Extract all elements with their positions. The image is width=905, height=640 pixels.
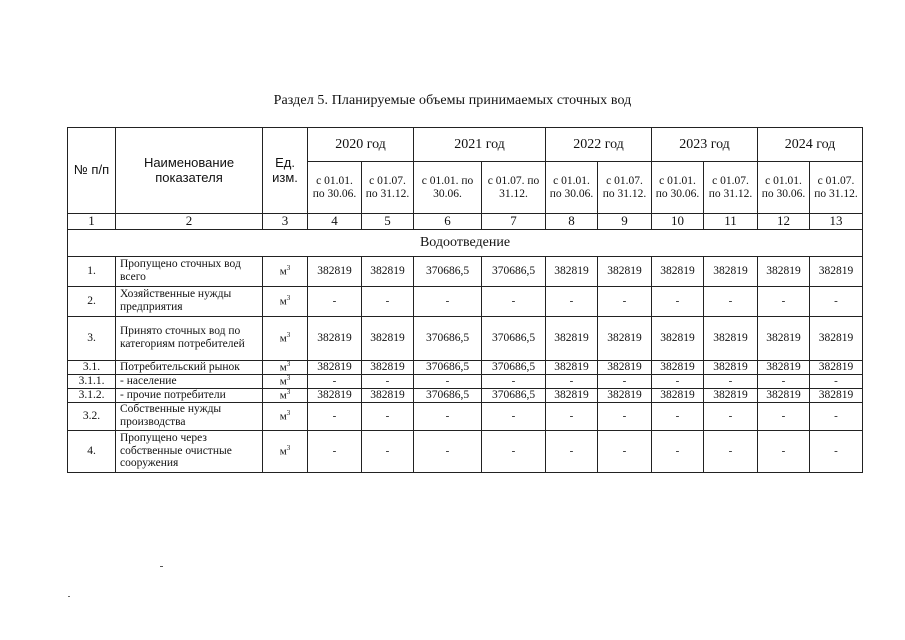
column-number: 1 — [68, 214, 116, 230]
value-cell: - — [810, 286, 863, 316]
value-cell: 382819 — [652, 388, 704, 402]
value-cell: - — [704, 402, 758, 430]
value-cell: - — [482, 374, 546, 388]
value-cell: - — [810, 430, 863, 472]
value-cell: - — [810, 402, 863, 430]
unit-cell — [263, 286, 308, 316]
row-number: 3.1. — [68, 360, 116, 374]
value-cell: - — [414, 402, 482, 430]
indicator-name: Хозяйственные нужды предприятия — [116, 286, 263, 316]
unit-base: м — [279, 375, 287, 388]
scan-artifact — [160, 566, 163, 567]
value-cell: - — [652, 374, 704, 388]
value-cell: - — [546, 374, 598, 388]
table-row — [68, 388, 863, 402]
column-number: 4 — [308, 214, 362, 230]
unit-base: м — [279, 361, 287, 374]
value-cell: 382819 — [810, 316, 863, 360]
value-cell: 370686,5 — [414, 360, 482, 374]
value-cell: - — [482, 402, 546, 430]
value-cell: 382819 — [758, 256, 810, 286]
value-cell: 382819 — [546, 388, 598, 402]
value-cell: - — [308, 402, 362, 430]
value-cell: - — [652, 430, 704, 472]
value-cell: - — [362, 286, 414, 316]
value-cell: 382819 — [362, 256, 414, 286]
column-number: 5 — [362, 214, 414, 230]
table-row — [68, 360, 863, 374]
column-number-row — [68, 214, 863, 230]
indicator-name: Пропущено сточных вод всего — [116, 256, 263, 286]
value-cell: - — [704, 286, 758, 316]
value-cell: - — [598, 286, 652, 316]
value-cell: - — [598, 430, 652, 472]
column-number: 10 — [652, 214, 704, 230]
unit-cell — [263, 316, 308, 360]
column-number: 8 — [546, 214, 598, 230]
value-cell: 382819 — [652, 360, 704, 374]
value-cell: 382819 — [810, 256, 863, 286]
value-cell: - — [758, 430, 810, 472]
column-number: 11 — [704, 214, 758, 230]
row-number: 2. — [68, 286, 116, 316]
value-cell: - — [546, 402, 598, 430]
value-cell: - — [414, 374, 482, 388]
col-header-name: Наименование показателя — [116, 128, 263, 214]
unit-cell — [263, 388, 308, 402]
unit-base: м — [279, 265, 287, 278]
header-row-years — [68, 128, 863, 162]
table-row — [68, 256, 863, 286]
unit-superscript: 3 — [286, 263, 291, 272]
wastewater-volumes-table — [67, 127, 863, 473]
value-cell: - — [362, 374, 414, 388]
value-cell: - — [810, 374, 863, 388]
value-cell: 382819 — [598, 256, 652, 286]
value-cell: - — [362, 430, 414, 472]
value-cell: - — [758, 402, 810, 430]
value-cell: 382819 — [308, 360, 362, 374]
column-number: 6 — [414, 214, 482, 230]
indicator-name: - прочие потребители — [116, 388, 263, 402]
value-cell: 382819 — [598, 316, 652, 360]
period-header: с 01.01. по 30.06. — [758, 162, 810, 214]
row-number: 4. — [68, 430, 116, 472]
value-cell: 382819 — [810, 360, 863, 374]
value-cell: 382819 — [546, 316, 598, 360]
value-cell: - — [598, 374, 652, 388]
col-header-unit: Ед. изм. — [263, 128, 308, 214]
value-cell: 382819 — [362, 388, 414, 402]
unit-cell — [263, 430, 308, 472]
value-cell: - — [704, 374, 758, 388]
row-number: 3.1.2. — [68, 388, 116, 402]
col-header-num: № п/п — [68, 128, 116, 214]
section-row — [68, 229, 863, 256]
unit-base: м — [279, 389, 287, 402]
value-cell: - — [758, 286, 810, 316]
unit-superscript: 3 — [286, 330, 291, 339]
year-header: 2023 год — [652, 128, 758, 162]
period-header: с 01.01. по 30.06. — [652, 162, 704, 214]
period-header: с 01.07. по 31.12. — [598, 162, 652, 214]
indicator-name: - население — [116, 374, 263, 388]
column-number: 12 — [758, 214, 810, 230]
document-title: Раздел 5. Планируемые объемы принимаемых сточных вод — [273, 93, 632, 108]
value-cell: - — [308, 286, 362, 316]
value-cell: 382819 — [362, 316, 414, 360]
period-header: с 01.07. по 31.12. — [704, 162, 758, 214]
unit-cell — [263, 402, 308, 430]
period-header: с 01.07. по 31.12. — [810, 162, 863, 214]
column-number: 7 — [482, 214, 546, 230]
year-header: 2024 год — [758, 128, 863, 162]
column-number: 13 — [810, 214, 863, 230]
indicator-name: Пропущено через собственные очистные сооружения — [116, 430, 263, 472]
unit-cell — [263, 256, 308, 286]
value-cell: 382819 — [308, 316, 362, 360]
period-header: с 01.07. по 31.12. — [362, 162, 414, 214]
value-cell: 370686,5 — [414, 256, 482, 286]
unit-superscript: 3 — [286, 360, 291, 368]
value-cell: - — [362, 402, 414, 430]
value-cell: 370686,5 — [482, 360, 546, 374]
table-row — [68, 374, 863, 388]
value-cell: - — [546, 286, 598, 316]
year-header: 2021 год — [414, 128, 546, 162]
value-cell: - — [414, 430, 482, 472]
unit-cell — [263, 374, 308, 388]
value-cell: 382819 — [308, 256, 362, 286]
value-cell: 382819 — [704, 388, 758, 402]
value-cell: 382819 — [362, 360, 414, 374]
value-cell: - — [546, 430, 598, 472]
value-cell: 370686,5 — [482, 388, 546, 402]
value-cell: 382819 — [704, 316, 758, 360]
value-cell: 382819 — [704, 360, 758, 374]
value-cell: - — [482, 286, 546, 316]
value-cell: 370686,5 — [482, 316, 546, 360]
value-cell: - — [704, 430, 758, 472]
value-cell: 370686,5 — [482, 256, 546, 286]
indicator-name: Собственные нужды производства — [116, 402, 263, 430]
value-cell: 382819 — [546, 360, 598, 374]
value-cell: 382819 — [652, 316, 704, 360]
value-cell: 382819 — [758, 388, 810, 402]
value-cell: 382819 — [758, 360, 810, 374]
value-cell: - — [482, 430, 546, 472]
period-header: с 01.01. по 30.06. — [308, 162, 362, 214]
unit-superscript: 3 — [286, 443, 291, 452]
value-cell: - — [652, 286, 704, 316]
value-cell: - — [652, 402, 704, 430]
row-number: 3.2. — [68, 402, 116, 430]
row-number: 3. — [68, 316, 116, 360]
column-number: 3 — [263, 214, 308, 230]
column-number: 2 — [116, 214, 263, 230]
column-number: 9 — [598, 214, 652, 230]
indicator-name: Потребительский рынок — [116, 360, 263, 374]
value-cell: - — [414, 286, 482, 316]
value-cell: - — [308, 430, 362, 472]
table-row — [68, 316, 863, 360]
year-header: 2022 год — [546, 128, 652, 162]
period-header: с 01.07. по 31.12. — [482, 162, 546, 214]
unit-superscript: 3 — [286, 408, 291, 417]
unit-cell — [263, 360, 308, 374]
value-cell: 382819 — [308, 388, 362, 402]
value-cell: 382819 — [652, 256, 704, 286]
table-row — [68, 286, 863, 316]
value-cell: 382819 — [598, 360, 652, 374]
unit-base: м — [279, 445, 287, 458]
value-cell: 382819 — [598, 388, 652, 402]
unit-base: м — [279, 332, 287, 345]
value-cell: - — [308, 374, 362, 388]
row-number: 3.1.1. — [68, 374, 116, 388]
period-header: с 01.01. по 30.06. — [546, 162, 598, 214]
table-row — [68, 430, 863, 472]
value-cell: 382819 — [758, 316, 810, 360]
scan-artifact — [68, 596, 70, 597]
unit-base: м — [279, 410, 287, 423]
row-number: 1. — [68, 256, 116, 286]
value-cell: 370686,5 — [414, 388, 482, 402]
indicator-name: Принято сточных вод по категориям потребителей — [116, 316, 263, 360]
unit-superscript: 3 — [286, 374, 291, 382]
section-title: Водоотведение — [68, 229, 863, 256]
value-cell: 382819 — [810, 388, 863, 402]
table-row — [68, 402, 863, 430]
value-cell: 382819 — [704, 256, 758, 286]
year-header: 2020 год — [308, 128, 414, 162]
value-cell: 382819 — [546, 256, 598, 286]
unit-superscript: 3 — [286, 293, 291, 302]
value-cell: 370686,5 — [414, 316, 482, 360]
period-header: с 01.01. по 30.06. — [414, 162, 482, 214]
value-cell: - — [598, 402, 652, 430]
unit-base: м — [279, 295, 287, 308]
value-cell: - — [758, 374, 810, 388]
unit-superscript: 3 — [286, 388, 291, 396]
